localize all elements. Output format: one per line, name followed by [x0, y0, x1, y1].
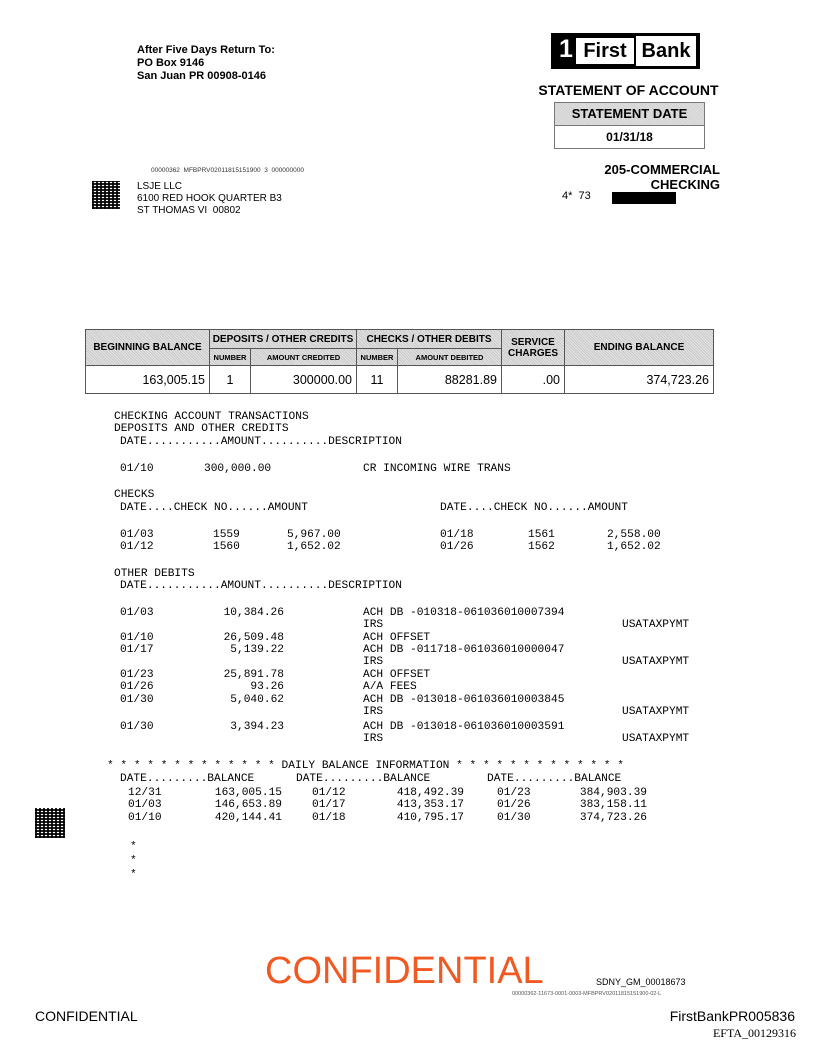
- check-number: 1559: [213, 529, 240, 541]
- debit-date: 01/26: [120, 681, 154, 693]
- check-count-value: 11: [357, 366, 398, 394]
- check-number: 1560: [213, 541, 240, 553]
- beginning-balance-value: 163,005.15: [86, 366, 210, 394]
- daily-balance: 410,795.17: [396, 812, 464, 824]
- firstbank-logo: [551, 33, 700, 69]
- daily-header: DATE.........BALANCE: [120, 773, 255, 785]
- header-deposit-number: NUMBER: [210, 349, 251, 366]
- logo-numeral: 1: [559, 35, 573, 63]
- daily-balance: 146,653.89: [214, 799, 282, 811]
- debit-description: ACH DB -011718-061036010000047: [363, 644, 565, 656]
- deposits-title: DEPOSITS AND OTHER CREDITS: [114, 423, 289, 435]
- statement-title: STATEMENT OF ACCOUNT: [538, 82, 719, 98]
- deposit-count-value: 1: [210, 366, 251, 394]
- logo-first-box: [576, 38, 634, 64]
- daily-balance: 418,492.39: [396, 787, 464, 799]
- daily-date: 01/30: [497, 812, 531, 824]
- deposit-amount-value: 300000.00: [251, 366, 357, 394]
- return-address-line-2: PO Box 9146: [137, 57, 205, 69]
- firstbank-document-id: FirstBankPR005836: [669, 1008, 795, 1024]
- debits-title: OTHER DEBITS: [114, 568, 195, 580]
- bates-number: SDNY_GM_00018673: [596, 977, 686, 987]
- debit-reference: USATAXPYMT: [622, 706, 690, 718]
- daily-date: 01/17: [312, 799, 346, 811]
- debit-amount: 5,139.22: [230, 644, 284, 656]
- daily-header: DATE.........BALANCE: [296, 773, 431, 785]
- debit-amount: 25,891.78: [223, 669, 284, 681]
- daily-date: 01/10: [128, 812, 162, 824]
- barcode-icon: [35, 808, 65, 838]
- check-number: 1561: [528, 529, 555, 541]
- debit-date: 01/30: [120, 721, 154, 733]
- header-check-number: NUMBER: [357, 349, 398, 366]
- header-ending-balance: ENDING BALANCE: [565, 330, 714, 366]
- account-type: 205-COMMERCIAL CHECKING: [604, 162, 720, 192]
- transactions-title: CHECKING ACCOUNT TRANSACTIONS: [114, 411, 309, 423]
- daily-balance: 163,005.15: [214, 787, 282, 799]
- deposit-amount: 300,000.00: [204, 463, 272, 475]
- service-charges-value: .00: [502, 366, 565, 394]
- check-number: 1562: [528, 541, 555, 553]
- debit-description: ACH OFFSET: [363, 632, 431, 644]
- daily-date: 01/18: [312, 812, 346, 824]
- confidential-label: CONFIDENTIAL: [35, 1008, 138, 1024]
- daily-date: 01/03: [128, 799, 162, 811]
- debit-description: ACH OFFSET: [363, 669, 431, 681]
- debit-date: 01/23: [120, 669, 154, 681]
- debit-description: ACH DB -013018-061036010003591: [363, 721, 565, 733]
- deposits-header: DATE...........AMOUNT..........DESCRIPTION: [120, 436, 402, 448]
- check-amount: 2,558.00: [607, 529, 661, 541]
- daily-balance: 413,353.17: [396, 799, 464, 811]
- debit-description: ACH DB -010318-061036010007394: [363, 607, 565, 619]
- daily-balance: 374,723.26: [579, 812, 647, 824]
- account-number: 4* 73: [562, 190, 591, 202]
- debits-header: DATE...........AMOUNT..........DESCRIPTION: [120, 580, 402, 592]
- statement-date-label: STATEMENT DATE: [555, 103, 704, 126]
- efta-id: EFTA_00129316: [712, 1026, 796, 1040]
- trailing-star: *: [130, 869, 137, 881]
- debit-amount: 5,040.62: [230, 694, 284, 706]
- redaction-bar: [612, 192, 676, 204]
- debit-amount: 3,394.23: [230, 721, 284, 733]
- statement-date-box: [554, 102, 705, 149]
- daily-balance: 420,144.41: [214, 812, 282, 824]
- check-amount: 1,652.02: [607, 541, 661, 553]
- checks-header-left: DATE....CHECK NO......AMOUNT: [120, 502, 308, 514]
- debit-description-2: IRS: [363, 656, 384, 668]
- logo-first-text: First: [576, 38, 634, 64]
- return-address-line-3: San Juan PR 00908-0146: [137, 70, 267, 82]
- debit-amount: 93.26: [250, 681, 284, 693]
- confidential-watermark: CONFIDENTIAL: [265, 950, 544, 992]
- debit-amount: 26,509.48: [223, 632, 284, 644]
- mailing-address: [137, 181, 282, 217]
- debit-reference: USATAXPYMT: [622, 733, 690, 745]
- mailing-control-code: 00000362 MFBPRV02011815151900 3 000000000: [151, 167, 305, 174]
- daily-date: 12/31: [128, 787, 162, 799]
- header-deposits: DEPOSITS / OTHER CREDITS: [210, 330, 357, 349]
- check-amount: 5,967.00: [287, 529, 341, 541]
- trailing-star: *: [130, 841, 137, 853]
- daily-balance: 383,158.11: [579, 799, 647, 811]
- mailing-city: ST THOMAS VI 00802: [137, 205, 241, 216]
- check-date: 01/12: [120, 541, 154, 553]
- check-amount: 1,652.02: [287, 541, 341, 553]
- return-address-line-1: After Five Days Return To:: [137, 44, 275, 56]
- daily-balance: 384,903.39: [579, 787, 647, 799]
- daily-balance-title: * * * * * * * * * * * * * DAILY BALANCE INFORMATION * * * * * * * * * * * * *: [107, 760, 624, 772]
- debit-amount: 10,384.26: [223, 607, 284, 619]
- debit-description-2: IRS: [363, 733, 384, 745]
- header-amount-debited: AMOUNT DEBITED: [398, 349, 502, 366]
- header-amount-credited: AMOUNT CREDITED: [251, 349, 357, 366]
- daily-date: 01/12: [312, 787, 346, 799]
- return-address: [137, 44, 275, 83]
- ending-balance-value: 374,723.26: [565, 366, 714, 394]
- debit-date: 01/30: [120, 694, 154, 706]
- check-amount-value: 88281.89: [398, 366, 502, 394]
- debit-description: A/A FEES: [363, 681, 417, 693]
- header-service-charges: SERVICE CHARGES: [502, 330, 565, 366]
- daily-header: DATE.........BALANCE: [487, 773, 622, 785]
- balance-summary-table: [85, 329, 714, 394]
- header-checks: CHECKS / OTHER DEBITS: [357, 330, 502, 349]
- debit-description-2: IRS: [363, 706, 384, 718]
- debit-reference: USATAXPYMT: [622, 619, 690, 631]
- logo-bank-text: Bank: [636, 36, 696, 66]
- mailing-name: LSJE LLC: [137, 181, 183, 192]
- deposit-date: 01/10: [120, 463, 154, 475]
- statement-date-value: 01/31/18: [606, 130, 653, 144]
- debit-reference: USATAXPYMT: [622, 656, 690, 668]
- trailing-star: *: [130, 855, 137, 867]
- mailing-street: 6100 RED HOOK QUARTER B3: [137, 193, 282, 204]
- debit-description-2: IRS: [363, 619, 384, 631]
- check-date: 01/18: [440, 529, 474, 541]
- debit-date: 01/03: [120, 607, 154, 619]
- check-date: 01/26: [440, 541, 474, 553]
- check-date: 01/03: [120, 529, 154, 541]
- debit-date: 01/17: [120, 644, 154, 656]
- daily-date: 01/26: [497, 799, 531, 811]
- debit-date: 01/10: [120, 632, 154, 644]
- deposit-description: CR INCOMING WIRE TRANS: [363, 463, 511, 475]
- debit-description: ACH DB -013018-061036010003845: [363, 694, 565, 706]
- footer-code: 00000362-11673-0001-0003-MFBPRV02011815151900-02-L: [512, 991, 662, 997]
- checks-header-right: DATE....CHECK NO......AMOUNT: [440, 502, 628, 514]
- checks-title: CHECKS: [114, 489, 155, 501]
- header-beginning-balance: BEGINNING BALANCE: [86, 330, 210, 366]
- daily-date: 01/23: [497, 787, 531, 799]
- barcode-icon: [92, 181, 120, 209]
